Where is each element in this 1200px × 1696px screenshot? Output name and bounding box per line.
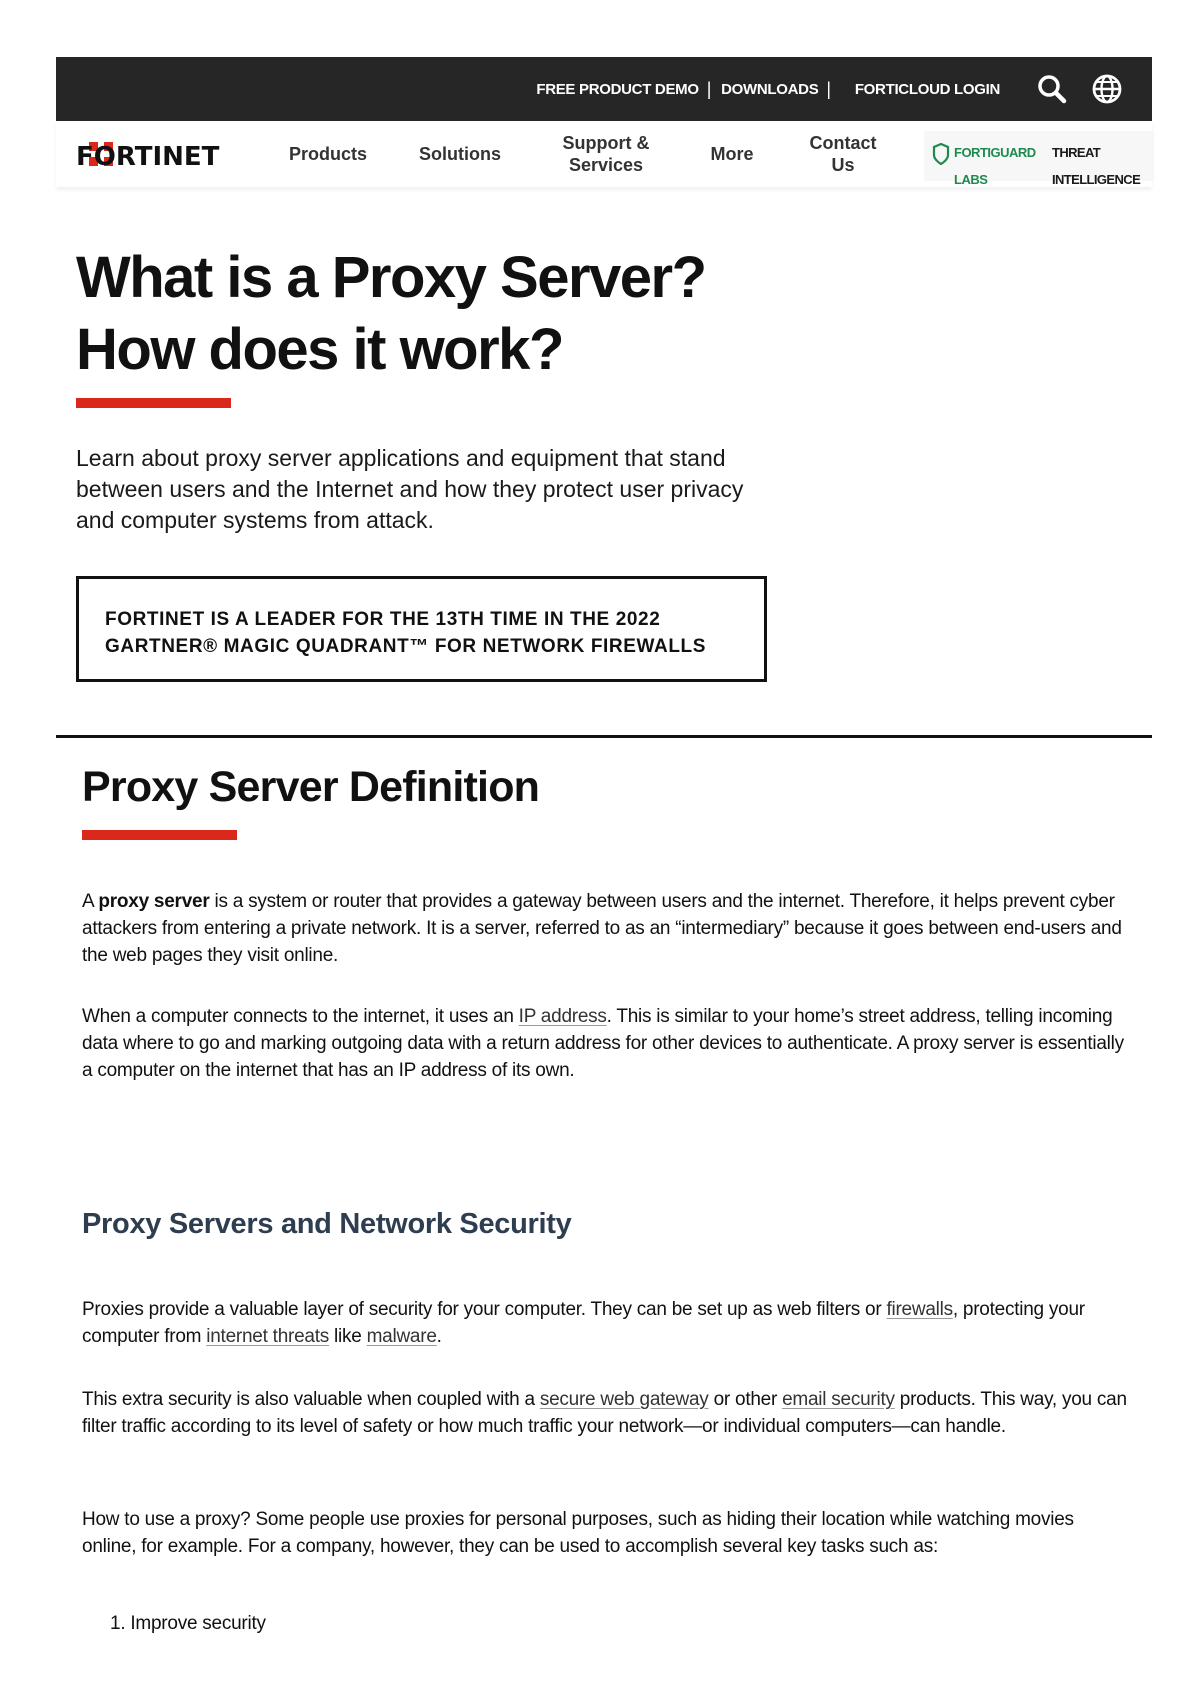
title-accent-bar <box>76 398 231 408</box>
nav-solutions[interactable]: Solutions <box>419 144 501 164</box>
bold-term: proxy server <box>98 891 210 912</box>
secure-web-gateway-link[interactable]: secure web gateway <box>539 1389 709 1410</box>
nav-products[interactable]: Products <box>288 144 367 164</box>
threat-intelligence-label: THREAT INTELLIGENCE <box>1052 145 1141 187</box>
malware-link[interactable]: malware <box>366 1326 437 1347</box>
security-paragraph-2 <box>82 1386 1132 1440</box>
text-span: This extra security is also valuable when coupled with a <box>82 1389 540 1410</box>
search-icon[interactable] <box>1034 71 1070 107</box>
text-span: like <box>329 1326 367 1347</box>
internet-threats-link[interactable]: internet threats <box>206 1326 330 1347</box>
security-paragraph-1 <box>82 1296 1132 1350</box>
globe-icon[interactable] <box>1089 71 1125 107</box>
definition-heading: Proxy Server Definition <box>82 763 540 811</box>
gartner-cta-text: FORTINET IS A LEADER FOR THE 13TH TIME IN THE 2022 GARTNER® MAGIC QUADRANT™ FOR NETWORK FIREWALLS <box>105 609 707 657</box>
text-span: , protecting your computer from <box>82 1299 1085 1347</box>
section-divider <box>56 735 1152 738</box>
fortinet-logo[interactable] <box>76 139 242 169</box>
fortiguard-labs-label: FORTIGUARD LABS <box>954 145 1036 187</box>
nav-support-services[interactable]: Support & Services <box>562 133 650 175</box>
separator: | <box>826 78 831 99</box>
threat-intelligence-link[interactable] <box>924 131 1154 187</box>
key-tasks-list <box>110 1610 266 1637</box>
separator: | <box>706 78 712 99</box>
text-span: Proxies provide a valuable layer of security for your computer. They can be set up as web filters or <box>82 1299 887 1320</box>
free-product-demo-link[interactable]: FREE PRODUCT DEMO <box>536 80 699 98</box>
main-nav <box>56 121 1152 187</box>
gartner-cta-box[interactable] <box>76 576 767 682</box>
heading-accent-bar <box>82 830 237 840</box>
text-span: or other <box>708 1389 783 1410</box>
text-span: products. This way, you can filter traffic according to its level of safety or how much traffic your network—or individual computers—can handle. <box>82 1389 1127 1437</box>
forticloud-login-link[interactable]: FORTICLOUD LOGIN <box>854 80 1000 98</box>
nav-more[interactable]: More <box>710 144 754 164</box>
text-span: When a computer connects to the internet, it uses an <box>82 1006 519 1027</box>
network-security-heading: Proxy Servers and Network Security <box>82 1208 572 1240</box>
utility-links <box>536 57 1000 121</box>
security-paragraph-3: How to use a proxy? Some people use proxies for personal purposes, such as hiding their location while watching movies online, for example. For a company, however, they can be used to accomplish several key tasks such as: <box>82 1509 1074 1557</box>
text-span: . <box>436 1326 442 1347</box>
definition-paragraph-1 <box>82 888 1132 969</box>
downloads-link[interactable]: DOWNLOADS <box>721 80 819 98</box>
page-subtitle: Learn about proxy server applications and equipment that stand between users and the Internet and how they protect user privacy and computer systems from attack. <box>76 445 744 533</box>
firewalls-link[interactable]: firewalls <box>886 1299 953 1320</box>
email-security-link[interactable]: email security <box>782 1389 895 1410</box>
definition-paragraph-2 <box>82 1003 1132 1084</box>
logo-text: FORTINET <box>76 142 220 169</box>
text-span: A <box>82 891 99 912</box>
nav-contact-us[interactable]: Contact Us <box>809 133 877 175</box>
fortiguard-shield-icon <box>932 143 950 165</box>
ip-address-link[interactable]: IP address <box>518 1006 607 1027</box>
page-title: What is a Proxy Server? How does it work? <box>76 245 706 382</box>
utility-bar <box>56 57 1152 121</box>
text-span: is a system or router that provides a gateway between users and the internet. Therefore, it helps prevent cyber attackers from entering a private network. It is a server, referred to as an “intermediary” because it goes between end-users and the web pages they visit online. <box>82 891 1122 966</box>
list-item: 1. Improve security <box>110 1613 266 1634</box>
text-span: . This is similar to your home’s street address, telling incoming data where to go and marking outgoing data with a return address for other devices to authenticate. A proxy server is essentially a computer on the internet that has an IP address of its own. <box>82 1006 1124 1081</box>
